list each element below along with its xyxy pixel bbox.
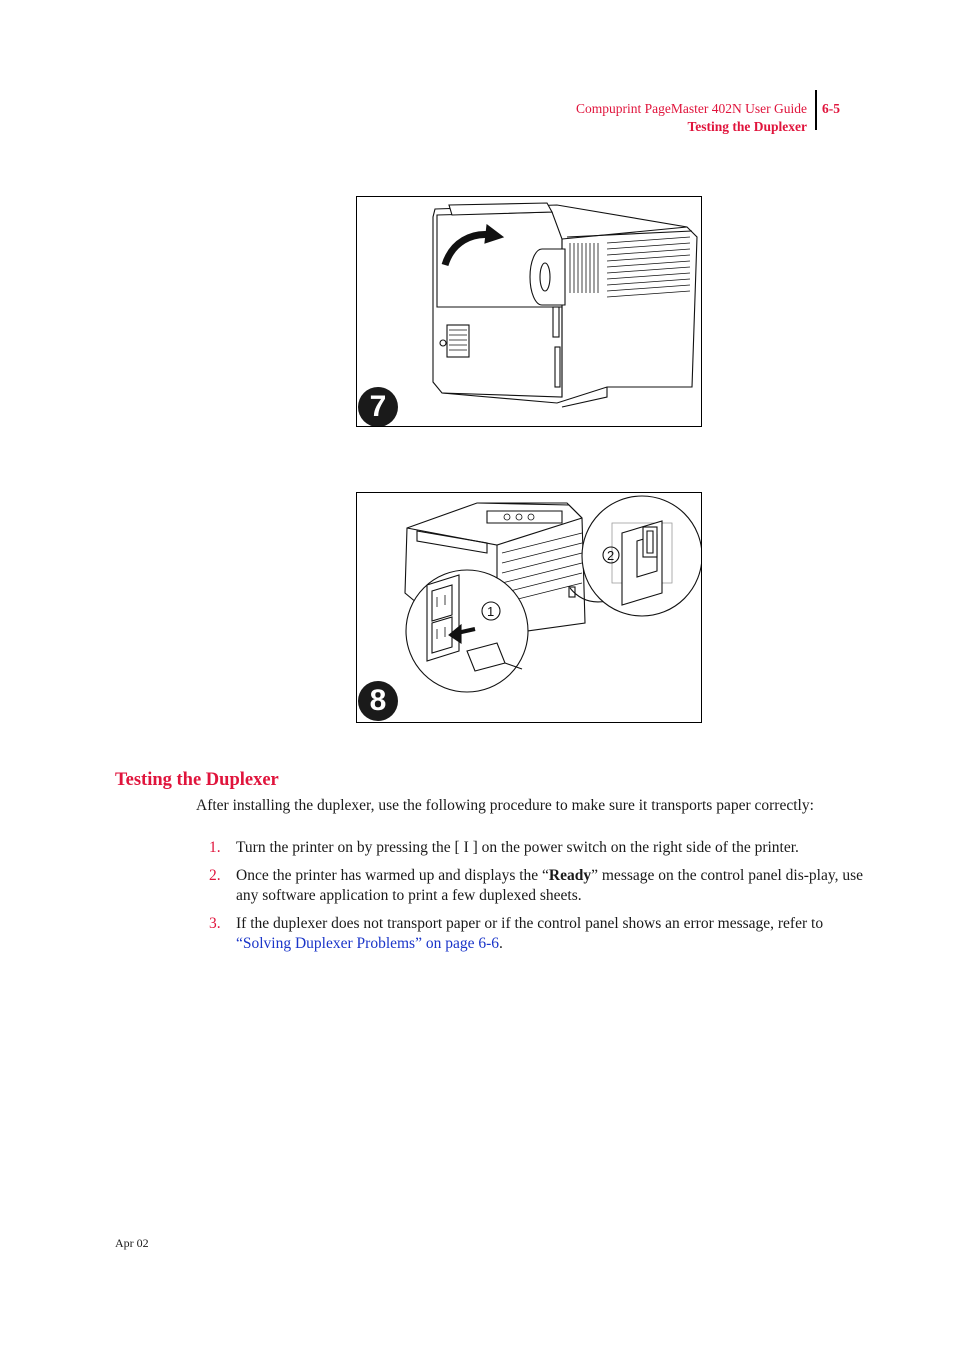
section-heading: Testing the Duplexer [115,770,279,790]
cross-reference-link[interactable]: “Solving Duplexer Problems” on page 6-6 [236,935,500,952]
running-header [576,100,807,136]
ready-message: Ready [548,867,592,884]
step-badge: 8 [358,681,398,721]
page-number: 6-5 [822,101,840,116]
list-item [196,914,868,954]
printer-rear-duplexer-install-illustration [357,197,702,427]
list-item [196,838,868,858]
step-badge: 7 [358,387,398,427]
list-item [196,866,868,906]
procedure-list [196,838,868,962]
callout-1-label: 1 [487,604,495,619]
intro-paragraph: After installing the duplexer, use the following procedure to make sure it transports paper correctly: [196,797,814,814]
step-number: 2. [209,867,221,884]
footer-date: Apr 02 [115,1236,149,1250]
figure-step-8 [356,492,702,723]
step-text-before: If the duplexer does not transport paper or if the control panel shows an error message, refer to [236,915,824,932]
header-section-title: Testing the Duplexer [687,119,807,134]
header-divider [815,90,817,130]
book-title: Compuprint PageMaster 402N User Guide [576,101,807,116]
step-text-before: Once the printer has warmed up and displays the “ [236,867,549,884]
step-text-after: . [499,935,503,952]
step-number: 1. [209,839,221,856]
step-text-after: ” message on the control panel dis-play, use any software application to print a few duplexed sheets. [236,867,864,904]
step-text: Turn the printer on by pressing the [ I ] on the power switch on the right side of the printer. [236,839,799,856]
step-number: 3. [209,915,221,932]
printer-power-connection-illustration [357,493,702,723]
figure-step-7 [356,196,702,427]
callout-2-label: 2 [607,548,615,563]
